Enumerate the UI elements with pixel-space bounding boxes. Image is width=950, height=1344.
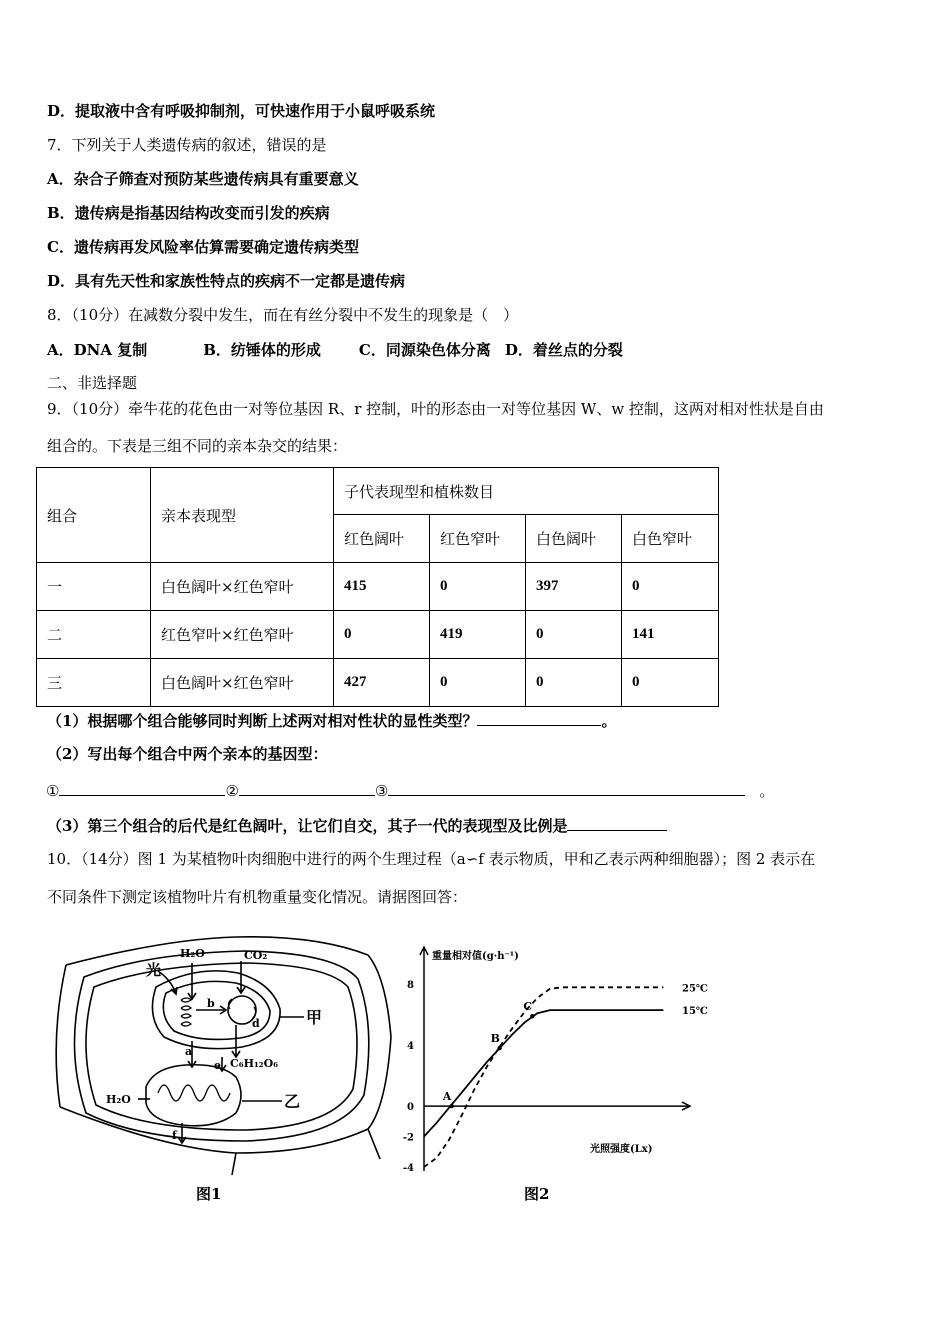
q8-stem: 8．（10分）在减数分裂中发生，而在有丝分裂中不发生的现象是（ ） [47, 306, 519, 324]
header-group: 组合 [37, 468, 151, 563]
y-tick-label: -4 [402, 1163, 414, 1174]
row-value: 415 [334, 563, 430, 611]
q9-sub2-blanks [46, 780, 774, 801]
row-value: 427 [334, 659, 430, 707]
q7-option-a: A．杂合子筛查对预防某些遗传病具有重要意义 [47, 170, 359, 188]
section-title: 二、非选择题 [47, 374, 138, 392]
annotation-point [530, 1014, 534, 1018]
row-value: 0 [622, 563, 719, 611]
weight-change-chart [403, 947, 708, 1203]
label-h2o-left: H₂O [106, 1093, 131, 1106]
annotation-label: C [523, 1000, 533, 1014]
label-a: a [185, 1045, 193, 1058]
prev-option-d: D．提取液中含有呼吸抑制剂，可快速作用于小鼠呼吸系统 [47, 102, 436, 120]
subheader-white-broad: 白色阔叶 [526, 515, 622, 563]
q9-sub2: （2）写出每个组合中两个亲本的基因型： [47, 745, 328, 763]
label-jia: 甲 [306, 1008, 323, 1027]
row-value: 0 [526, 659, 622, 707]
q9-sub1-end: 。 [601, 712, 617, 730]
row-parents: 白色阔叶×红色窄叶 [151, 659, 334, 707]
q9-stem-line2: 组合的。下表是三组不同的亲本杂交的结果： [47, 437, 348, 455]
annotation-label: B [490, 1032, 500, 1046]
cell-diagram-labels [106, 947, 322, 1203]
row-group: 一 [37, 563, 151, 611]
q7-option-d: D．具有先天性和家族性特点的疾病不一定都是遗传病 [47, 272, 406, 290]
y-tick-label: 0 [407, 1102, 414, 1114]
mitochondrion-cristae [158, 1085, 230, 1101]
label-d: d [252, 1017, 260, 1030]
y-axis-label: 重量相对值(g·h⁻¹) [432, 951, 519, 962]
thylakoid-stack [181, 998, 191, 1026]
row-group: 二 [37, 611, 151, 659]
q7-option-c: C．遗传病再发风险率估算需要确定遗传病类型 [47, 238, 359, 256]
row-value: 419 [430, 611, 526, 659]
q8-option-b: B．纺锤体的形成 [203, 341, 321, 359]
q8-option-a: A．DNA 复制 [47, 341, 148, 359]
row-group: 三 [37, 659, 151, 707]
header-parents: 亲本表现型 [151, 468, 334, 563]
answer-blank[interactable] [567, 815, 667, 831]
series-line-15c [424, 1010, 663, 1136]
circle-mark-3: ③ [374, 782, 389, 800]
label-e: e [214, 1059, 221, 1072]
neighbor-cell-right [368, 955, 391, 1129]
q9-sub3-text: （3）第三个组合的后代是红色阔叶，让它们自交，其子一代的表现型及比例是 [47, 817, 568, 835]
cell-diagram [56, 937, 391, 1175]
cross-results-table [36, 467, 719, 707]
q8-options [47, 340, 623, 360]
annotation-point [450, 1104, 454, 1108]
figure2-caption: 图2 [524, 1185, 550, 1203]
label-light: 光 [146, 961, 162, 979]
table-row [37, 563, 719, 611]
q10-stem-line2: 不同条件下测定该植物叶片有机物重量变化情况。请据图回答： [47, 888, 468, 906]
row-value: 0 [430, 563, 526, 611]
subheader-red-narrow: 红色窄叶 [430, 515, 526, 563]
series-line-25c [424, 987, 663, 1167]
q8-option-c: C．同源染色体分离 [358, 341, 491, 359]
row-value: 397 [526, 563, 622, 611]
annotation-label: A [442, 1090, 452, 1104]
subheader-red-broad: 红色阔叶 [334, 515, 430, 563]
table-row [37, 659, 719, 707]
row-value: 0 [622, 659, 719, 707]
label-b: b [207, 997, 215, 1010]
row-value: 0 [526, 611, 622, 659]
q8-option-d: D．着丝点的分裂 [504, 341, 623, 359]
label-f: f [172, 1129, 177, 1142]
q9-stem-line1: 9．（10分）牵牛花的花色由一对等位基因 R、r 控制，叶的形态由一对等位基因 W、w 控制，这两对相对性状是自由 [47, 400, 824, 418]
label-h2o-top: H₂O [180, 947, 205, 960]
y-tick-label: 8 [407, 980, 414, 992]
q9-sub1 [47, 710, 616, 731]
row-value: 141 [622, 611, 719, 659]
x-axis-label: 光照强度(Lx) [590, 1144, 653, 1156]
q10-stem-line1: 10．（14分）图 1 为某植物叶肉细胞中进行的两个生理过程（a∽f 表示物质，甲和乙表示两种细胞器）；图 2 表示在 [47, 850, 816, 868]
q9-sub3 [47, 815, 667, 836]
subheader-white-narrow: 白色窄叶 [622, 515, 719, 563]
cell-junction-line [368, 1129, 380, 1159]
row-value: 0 [430, 659, 526, 707]
table-row [37, 611, 719, 659]
annotation-point [497, 1046, 501, 1050]
mitochondrion [146, 1065, 241, 1126]
circle-mark-1: ① [46, 782, 60, 800]
header-offspring: 子代表现型和植株数目 [334, 468, 719, 515]
series-name-label: 25℃ [682, 983, 708, 995]
cell-junction-line [232, 1153, 236, 1175]
figure-panel [46, 917, 710, 1207]
answer-blank[interactable] [477, 710, 601, 726]
series-name-label: 15℃ [682, 1006, 708, 1018]
cycle-loops [228, 999, 255, 1019]
q9-sub2-end: 。 [759, 782, 775, 800]
label-c6h12o6: C₆H₁₂O₆ [230, 1057, 279, 1070]
row-parents: 红色窄叶×红色窄叶 [151, 611, 334, 659]
neighbor-cell-left [56, 965, 66, 1107]
answer-blank[interactable] [239, 780, 375, 796]
y-tick-label: -2 [402, 1132, 414, 1144]
q7-stem: 7．下列关于人类遗传病的叙述，错误的是 [47, 136, 327, 154]
answer-blank[interactable] [388, 780, 745, 796]
label-yi: 乙 [284, 1092, 301, 1111]
row-value: 0 [334, 611, 430, 659]
answer-blank[interactable] [59, 780, 225, 796]
label-co2: CO₂ [244, 949, 268, 962]
y-tick-label: 4 [407, 1041, 414, 1053]
figure1-caption: 图1 [196, 1185, 222, 1203]
circle-mark-2: ② [225, 782, 239, 800]
q7-option-b: B．遗传病是指基因结构改变而引发的疾病 [47, 204, 330, 222]
row-parents: 白色阔叶×红色窄叶 [151, 563, 334, 611]
q9-sub1-text: （1）根据哪个组合能够同时判断上述两对相对性状的显性类型？ [47, 712, 478, 730]
